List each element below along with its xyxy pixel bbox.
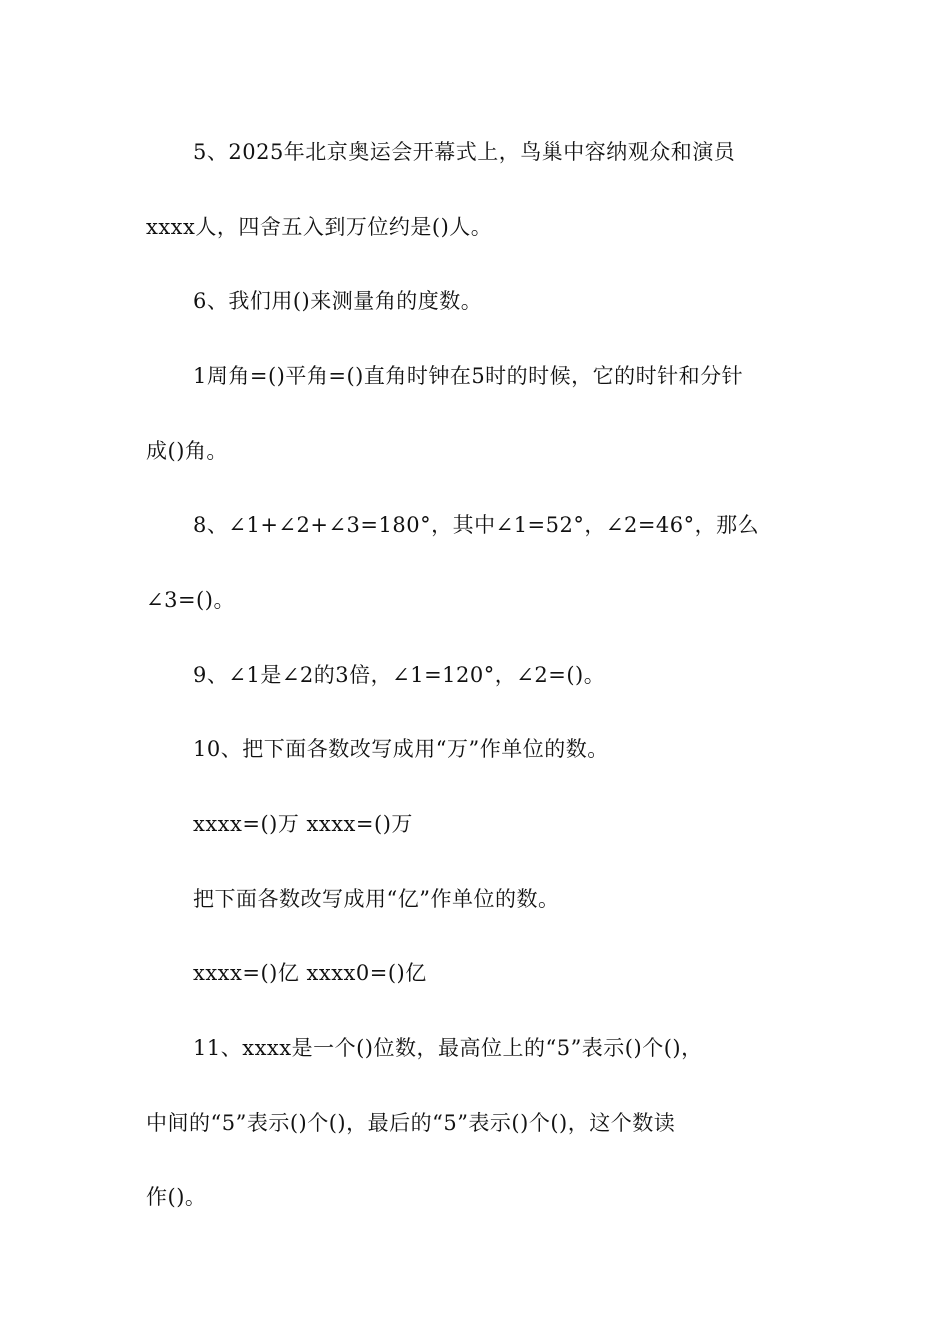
question-7-line-2: 成()角。 [146, 439, 228, 463]
question-11-line-3: 作()。 [146, 1185, 207, 1209]
question-8-line-2: ∠3=()。 [146, 588, 235, 612]
question-7-line-1: 1周角=()平角=()直角时钟在5时的时候，它的时针和分针 [193, 364, 744, 388]
question-10-instruction-wan: 10、把下面各数改写成用“万”作单位的数。 [193, 737, 609, 761]
question-10-items-wan: xxxx=()万 xxxx=()万 [193, 812, 413, 836]
question-5-line-1: 5、2025年北京奥运会开幕式上，鸟巢中容纳观众和演员 [193, 140, 736, 164]
question-6: 6、我们用()来测量角的度数。 [193, 289, 483, 313]
question-9: 9、∠1是∠2的3倍，∠1=120°，∠2=()。 [193, 663, 606, 687]
question-10-items-yi: xxxx=()亿 xxxx0=()亿 [193, 961, 427, 985]
question-11-line-1: 11、xxxx是一个()位数，最高位上的“5”表示()个()， [193, 1036, 703, 1060]
question-5-line-2: xxxx人，四舍五入到万位约是()人。 [146, 215, 493, 239]
question-10-instruction-yi: 把下面各数改写成用“亿”作单位的数。 [193, 887, 560, 911]
question-8-line-1: 8、∠1+∠2+∠3=180°，其中∠1=52°，∠2=46°，那么 [193, 513, 760, 537]
question-11-line-2: 中间的“5”表示()个()，最后的“5”表示()个()，这个数读 [146, 1111, 676, 1135]
